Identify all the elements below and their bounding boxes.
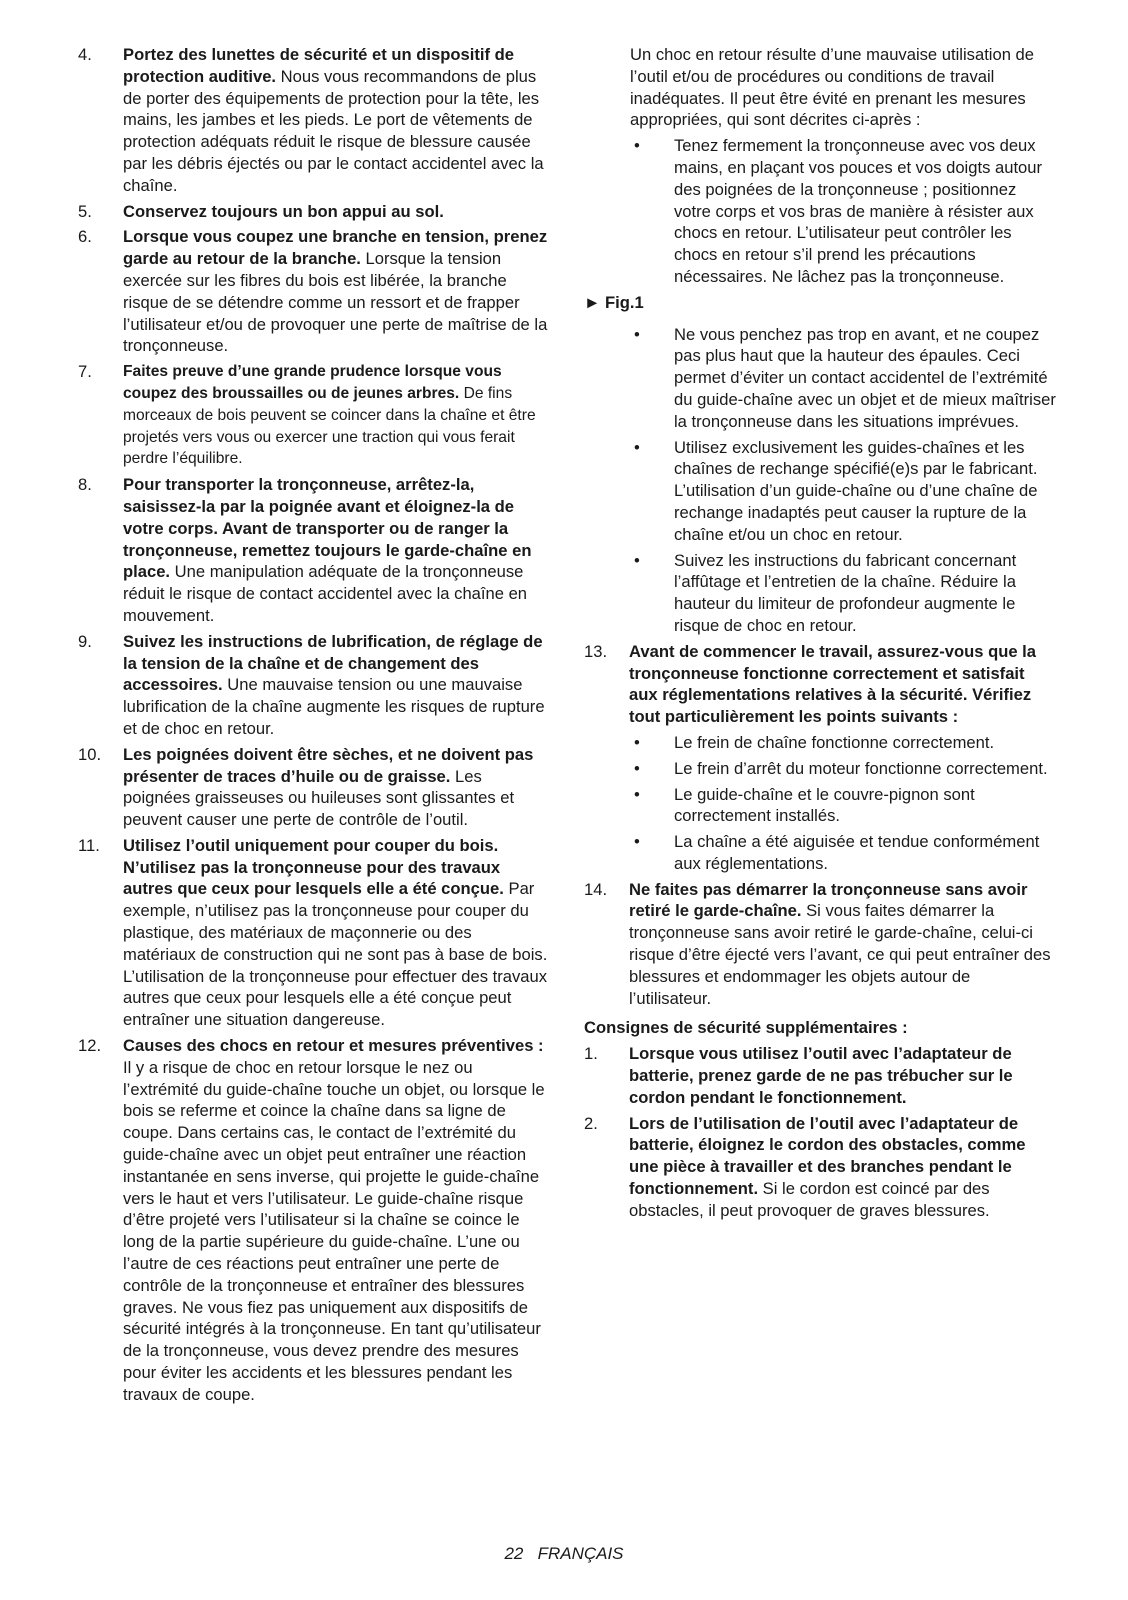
- item-body: [123, 201, 548, 223]
- item-number: 11.: [78, 835, 100, 855]
- bullet-item: [584, 437, 1056, 546]
- item-text: Une mauvaise tension ou une mauvaise lubrification de la chaîne augmente les risques de rupture et de choc en retour.: [123, 675, 545, 738]
- item-number: 13.: [584, 641, 608, 661]
- item-number: 9.: [78, 631, 92, 651]
- list-item: [584, 1113, 1056, 1222]
- bullet-item: [584, 550, 1056, 637]
- list-item: [78, 744, 548, 831]
- item-body: [123, 744, 548, 831]
- bullet-text: Le guide-chaîne et le couvre-pignon sont correctement installés.: [674, 784, 975, 826]
- bullet-marker: •: [634, 732, 640, 752]
- item-body: [123, 361, 548, 470]
- item-bold-text: Faites preuve d’une grande prudence lorsque vous coupez des broussailles ou de jeunes arbres.: [123, 363, 502, 402]
- item-number: 5.: [78, 201, 92, 221]
- item-body: [629, 1043, 1056, 1108]
- bullet-marker: •: [634, 437, 640, 457]
- item-bold-text: Lors de l’utilisation de l’outil avec l’adaptateur de batterie, éloignez le cordon des obstacles, comme une pièce à travailler et des branches pendant le fonctionnement.: [629, 1113, 1026, 1199]
- list-item: [78, 631, 548, 740]
- item-body: [123, 631, 548, 740]
- kickback-intro: Un choc en retour résulte d’une mauvaise utilisation de l’outil et/ou de procédures ou conditions de travail inadéquates. Il peut être évité en prenant les mesures appropriées, qui sont décrites ci-après :: [630, 45, 1035, 130]
- item-text: Si vous faites démarrer la tronçonneuse sans avoir retiré le garde-chaîne, celui-ci risque d’être éjecté vers l’avant, ce qui peut entraîner des blessures et endommager les objets autour de l’utilisateur.: [629, 901, 1051, 1008]
- bullet-text: Le frein de chaîne fonctionne correctement.: [674, 732, 995, 752]
- item-bold-text: Causes des chocs en retour et mesures préventives :: [123, 1036, 544, 1056]
- item-bold-text: Suivez les instructions de lubrification, de réglage de la tension de la chaîne et de changement des accessoires.: [123, 631, 543, 695]
- bullet-text: La chaîne a été aiguisée et tendue conformément aux réglementations.: [674, 832, 1040, 873]
- item-body: [629, 641, 1056, 728]
- left-column: [78, 44, 548, 1410]
- bullet-marker: •: [634, 832, 640, 852]
- page-number: 22: [504, 1544, 524, 1563]
- item-bold-text: Pour transporter la tronçonneuse, arrêtez-la, saisissez-la par la poignée avant et éloignez-la de votre corps. Avant de transporter ou de ranger la tronçonneuse, remettez toujours le garde-chaîne en place.: [123, 475, 532, 582]
- list-item: [78, 201, 548, 223]
- item-number: 12.: [78, 1036, 102, 1056]
- item-bold-text: Utilisez l’outil uniquement pour couper du bois. N’utilisez pas la tronçonneuse pour des travaux autres que ceux pour lesquels elle a été conçue.: [123, 835, 504, 899]
- bullet-text: Le frein d’arrêt du moteur fonctionne correctement.: [674, 758, 1048, 778]
- item-bold-text: Ne faites pas démarrer la tronçonneuse sans avoir retiré le garde-chaîne.: [629, 879, 1028, 921]
- item-paragraph: Il y a risque de choc en retour lorsque le nez ou l’extrémité du guide-chaîne touche un objet, ou lorsque le bois se referme et coince la chaîne dans sa ligne de coupe. Dans certains cas, le contact de l’extrémité du guide-chaîne avec un objet peut entraîner une réaction instantanée en sens inverse, qui projette le guide-chaîne vers le haut et vers l’utilisateur. Le guide-chaîne risque d’être projeté vers l’utilisateur si la chaîne se coince le long de la partie supérieure du guide-chaîne. L’une ou l’autre de ces réactions peut entraîner une perte de contrôle de la tronçonneuse et entraîner des blessures graves. Ne vous fiez pas uniquement aux dispositifs de sécurité intégrés à la tronçonneuse. En tant qu’utilisateur de la tronçonneuse, vous devez prendre des mesures pour éviter les accidents et les blessures pendant les travaux de coupe.: [123, 1057, 545, 1404]
- item-number: 8.: [78, 475, 92, 495]
- item-number: 6.: [78, 227, 92, 247]
- item-body: [629, 879, 1056, 1010]
- list-item: [78, 361, 548, 470]
- list-item: [584, 879, 1056, 1010]
- list-item: [78, 44, 548, 197]
- item-number: 1.: [584, 1044, 598, 1064]
- bullet-item: [584, 784, 1056, 828]
- bullet-item: [584, 324, 1056, 433]
- bullet-item: [584, 732, 1056, 754]
- bullet-text: Tenez fermement la tronçonneuse avec vos deux mains, en plaçant vos pouces et vos doigts autour des poignées de la tronçonneuse ; positionnez votre corps et vos bras de manière à résister aux chocs en retour. L’utilisateur peut contrôler les chocs en retour s’il prend les précautions nécessaires. Ne lâchez pas la tronçonneuse.: [674, 136, 1043, 286]
- bullet-marker: •: [634, 324, 640, 344]
- bullet-marker: •: [634, 758, 640, 778]
- right-column: [584, 44, 1056, 1226]
- item-text: Les poignées graisseuses ou huileuses sont glissantes et peuvent causer une perte de contrôle de l’outil.: [123, 766, 515, 830]
- list-item: [584, 641, 1056, 728]
- item-body: [629, 1113, 1056, 1222]
- item-bold-text: Avant de commencer le travail, assurez-vous que la tronçonneuse fonctionne correctement et satisfait aux réglementations relatives à la sécurité. Vérifiez tout particulièrement les points suivants :: [629, 641, 1037, 727]
- item-text: De fins morceaux de bois peuvent se coincer dans la chaîne et être projetés vers vous ou exercer une traction qui vous ferait perdre l’équilibre.: [123, 384, 536, 468]
- bullet-text: Suivez les instructions du fabricant concernant l’affûtage et l’entretien de la chaîne. Réduire la hauteur du limiteur de profondeur augmente le risque de choc en retour.: [674, 550, 1017, 635]
- item-body: [123, 835, 548, 1031]
- bullet-text: Ne vous penchez pas trop en avant, et ne coupez pas plus haut que la hauteur des épaules. Ceci permet d’éviter un contact accidentel de l’extrémité du guide-chaîne avec un objet et de mieux maîtriser la tronçonneuse dans les situations imprévues.: [674, 324, 1056, 431]
- item-number: 7.: [78, 362, 92, 382]
- item-body: [123, 474, 548, 627]
- bullet-item: [584, 758, 1056, 780]
- item-body: [123, 44, 548, 197]
- item-bold-text: Portez des lunettes de sécurité et un dispositif de protection auditive.: [123, 45, 514, 86]
- bullet-marker: •: [634, 784, 640, 804]
- bullet-marker: •: [634, 136, 640, 156]
- item-bold-text: Lorsque vous coupez une branche en tension, prenez garde au retour de la branche.: [123, 227, 548, 269]
- bullet-marker: •: [634, 550, 640, 570]
- page-footer: [0, 1543, 1128, 1565]
- item-number: 14.: [584, 879, 608, 899]
- list-item: [78, 835, 548, 1031]
- item-bold-text: Les poignées doivent être sèches, et ne doivent pas présenter de traces d’huile ou de graisse.: [123, 744, 534, 786]
- item-number: 10.: [78, 744, 102, 764]
- item-body: [123, 226, 548, 357]
- figure-reference: ► Fig.1: [584, 292, 644, 312]
- item-text: Une manipulation adéquate de la tronçonneuse réduit le risque de contact accidentel avec la chaîne en mouvement.: [123, 562, 528, 625]
- item-number: 4.: [78, 45, 92, 64]
- bullet-item: [584, 831, 1056, 875]
- item-bold-text: Conservez toujours un bon appui au sol.: [123, 201, 444, 221]
- list-item: [584, 1043, 1056, 1108]
- list-item: [78, 1035, 548, 1406]
- item-number: 2.: [584, 1113, 598, 1133]
- item-text: Par exemple, n’utilisez pas la tronçonneuse pour couper du plastique, des matériaux de maçonnerie ou des matériaux de construction qui ne sont pas à base de bois. L’utilisation de la tronçonneuse pour effectuer des travaux autres que ceux pour lesquels elle a été conçue peut entraîner une situation dangereuse.: [123, 879, 548, 1030]
- item-text: Lorsque la tension exercée sur les fibres du bois est libérée, la branche risque de se détendre comme un ressort et de frapper l’utilisateur et/ou de provoquer une perte de maîtrise de la tronçonneuse.: [123, 249, 548, 356]
- bullet-text: Utilisez exclusivement les guides-chaînes et les chaînes de rechange spécifié(e)s par le fabricant. L’utilisation d’un guide-chaîne ou d’une chaîne de rechange inadaptés peut causer la rupture de la chaîne et/ou un choc en retour.: [674, 437, 1038, 544]
- list-item: [78, 226, 548, 357]
- list-item: [78, 474, 548, 627]
- item-text: Nous vous recommandons de plus de porter des équipements de protection pour la tête, les mains, les jambes et les pieds. Le port de vêtements de protection adéquats réduit le risque de blessure causée par les débris éjectés ou par le contact accidentel avec la chaîne.: [123, 66, 544, 195]
- item-text: Si le cordon est coincé par des obstacles, il peut provoquer de graves blessures.: [629, 1179, 990, 1220]
- section-heading: Consignes de sécurité supplémentaires :: [584, 1018, 908, 1038]
- bullet-item: [584, 135, 1056, 288]
- footer-language: FRANÇAIS: [537, 1544, 624, 1563]
- item-body: [123, 1035, 548, 1406]
- item-bold-text: Lorsque vous utilisez l’outil avec l’adaptateur de batterie, prenez garde de ne pas trébucher sur le cordon pendant le fonctionnement.: [629, 1044, 1013, 1107]
